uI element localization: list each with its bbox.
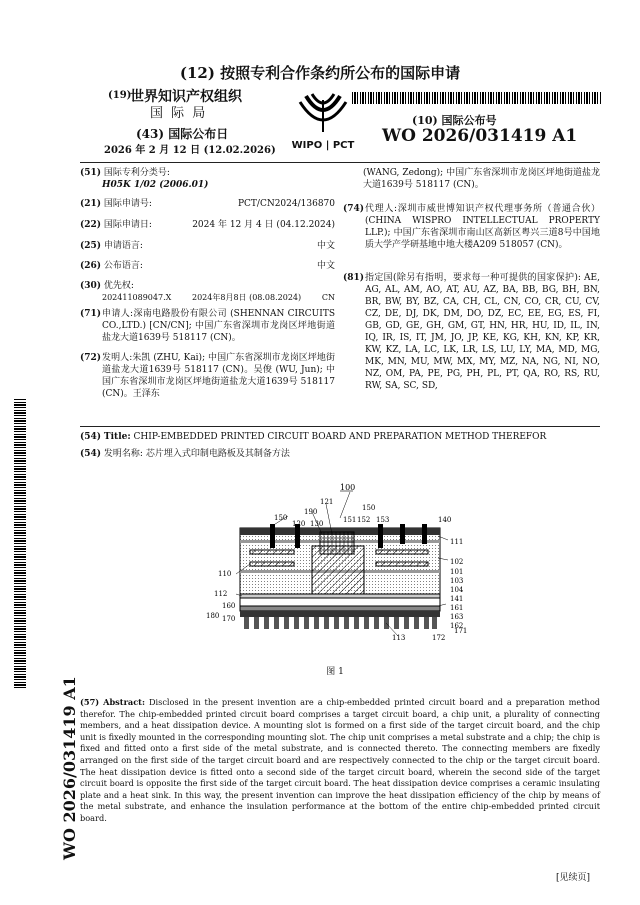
org-name: 世界知识产权组织: [130, 89, 242, 105]
svg-text:120: 120: [292, 520, 306, 528]
svg-text:103: 103: [450, 577, 464, 585]
svg-text:140: 140: [438, 516, 452, 524]
figure-caption: 图 1: [326, 667, 344, 677]
field-22: (22) 国际申请日: 2024 年 12 月 4 日 (04.12.2024): [80, 220, 335, 230]
header-divider: [80, 162, 600, 163]
title-en: (54) Title: CHIP-EMBEDDED PRINTED CIRCUIT BOARD AND PREPARATION METHOD THEREFOR: [80, 432, 547, 442]
svg-text:153: 153: [376, 516, 390, 524]
svg-text:160: 160: [222, 602, 236, 610]
field-74: (74) 代理人:深圳市威世博知识产权代理事务所（普通合伙）(CHINA WISPRO INTELLECTUAL PROPERTY LLP.); 中国广东省深圳市南山区高新区粤兴三道8号中国地质大学产学研基地中地大楼A209 518057 (CN)。: [343, 204, 600, 250]
pubnum-label: (10) 国际公布号: [412, 114, 497, 127]
field-21: (21) 国际申请号: PCT/CN2024/136870: [80, 199, 335, 209]
svg-text:151: 151: [343, 516, 357, 524]
title-divider: [80, 426, 600, 427]
svg-text:150: 150: [362, 504, 376, 512]
svg-text:112: 112: [214, 590, 228, 598]
field-72-cont: (WANG, Zedong); 中国广东省深圳市龙岗区坪地街道盐龙大道1639号 518117 (CN)。: [363, 168, 600, 190]
label-100: 100: [340, 483, 356, 492]
field-81: (81) 指定国(除另有指明，要求每一种可提供的国家保护): AE, AG, AL, AM, AO, AT, AU, AZ, BA, BB, BG, BH, BN, BR, BW, BY, BZ, CA, CH, CL, CN, CO, CR, CU, CV, CZ, DE, DJ, DK, DM, DO, DZ, EC, EE, EG, ES, FI, GB, GD, GE, GH, GM, GT, HN, HR, HU, ID, IL, IN, IQ, IR, IS, IT, JM, JO, JP, KE, KG, KH, KN, KP, KR, KW, KZ, LA, LC, LK, LR, LS, LU, LY, MA, MD, MG, MK, MN, MU, MW, MX, MY, MZ, NA, NG, NI, NO, NZ, OM, PA, PE, PG, PH, PL, PT, QA, RO, RS, RU, RW, SA, SC, SD,: [343, 273, 600, 391]
wipo-emblem-icon: [288, 90, 358, 140]
chip: [320, 532, 354, 554]
svg-text:113: 113: [392, 634, 406, 642]
field-71: (71) 申请人:深南电路股份有限公司 (SHENNAN CIRCUITS CO.,LTD.) [CN/CN]; 中国广东省深圳市龙岗区坪地街道盐龙大道1639号 518117 (CN)。: [80, 309, 335, 343]
svg-text:111: 111: [450, 538, 464, 546]
svg-text:101: 101: [450, 568, 464, 576]
svg-text:190: 190: [304, 508, 318, 516]
svg-text:180: 180: [206, 612, 220, 620]
svg-text:170: 170: [222, 615, 236, 623]
field-72: (72) 发明人:朱凯 (ZHU, Kai); 中国广东省深圳市龙岗区坪地街道盐龙大道1639号 518117 (CN)。吴俊 (WU, Jun); 中国广东省深圳市龙岗区坪地街道盐龙大道1639号 518117 (CN)。王泽东: [80, 353, 335, 399]
wipo-logo-text: WIPO | PCT: [291, 140, 355, 151]
field-25: (25) 申请语言: 中文: [80, 241, 335, 251]
svg-text:121: 121: [320, 498, 334, 506]
svg-text:152: 152: [357, 516, 371, 524]
pubdate-label: (43) 国际公布日: [136, 127, 229, 141]
heat-sink-base: [240, 611, 440, 617]
svg-text:150: 150: [274, 514, 288, 522]
continued-note: [见续页]: [556, 873, 591, 883]
abstract: (57) Abstract: Disclosed in the present invention are a chip-embedded printed circuit board and a preparation method therefor. The chip-embedded printed circuit board comprises a target circuit board, a chip unit, a plurality of connecting members, and a heat dissipation device. A mounting slot is formed on a first side of the target circuit board, and the chip unit is fixedly mounted in the corresponding mounting slot. The chip unit comprises a metal substrate and a chip; the chip is fixed and fitted onto a first side of the metal substrate, and is connected thereto. The connecting members are fixedly arranged on the first side of the target circuit board and are respectively connected to the chip or the target circuit board. The heat dissipation device is fitted onto a second side of the target circuit board, wherein the second side of the target circuit board is opposite the first side of the target circuit board. The heat dissipation device comprises a ceramic insulating plate and a heat sink. In this way, the present invention can improve the heat dissipation efficiency of the chip by means of the metal substrate, and enhance the insulation performance at the bottom of the entire chip-embedded printed circuit board.: [80, 697, 601, 823]
svg-text:172: 172: [432, 634, 446, 642]
field-51: (51) 国际专利分类号: H05K 1/02 (2006.01): [80, 168, 209, 190]
title-zh: (54) 发明名称: 芯片埋入式印制电路板及其制备方法: [80, 449, 290, 459]
field-26: (26) 公布语言: 中文: [80, 261, 335, 271]
svg-text:104: 104: [450, 586, 464, 594]
org-sub: 国 际 局: [150, 106, 208, 121]
ceramic-plate: [240, 598, 440, 606]
heat-sink-fins: [244, 617, 437, 629]
svg-text:163: 163: [450, 613, 464, 621]
side-barcode: [14, 398, 26, 688]
top-barcode: [352, 92, 602, 104]
svg-text:161: 161: [450, 604, 464, 612]
wipo-logo: [288, 90, 358, 158]
patent-figure: [200, 478, 490, 663]
pubnum-value: WO 2026/031419 A1: [382, 126, 578, 146]
pubdate-value: 2026 年 2 月 12 日 (12.02.2026): [104, 145, 276, 156]
field-30: (30) 优先权: 202411089047.X 2024年8月8日 (08.08.2024) CN: [80, 281, 335, 302]
svg-text:162: 162: [450, 622, 464, 630]
svg-text:130: 130: [310, 520, 324, 528]
svg-text:110: 110: [218, 570, 232, 578]
svg-text:141: 141: [450, 595, 464, 603]
org-code: (19): [108, 90, 132, 101]
svg-text:171: 171: [454, 627, 468, 635]
svg-text:102: 102: [450, 558, 464, 566]
side-pub-number: WO 2026/031419 A1: [60, 676, 79, 860]
document-title: (12) 按照专利合作条约所公布的国际申请: [179, 64, 461, 82]
